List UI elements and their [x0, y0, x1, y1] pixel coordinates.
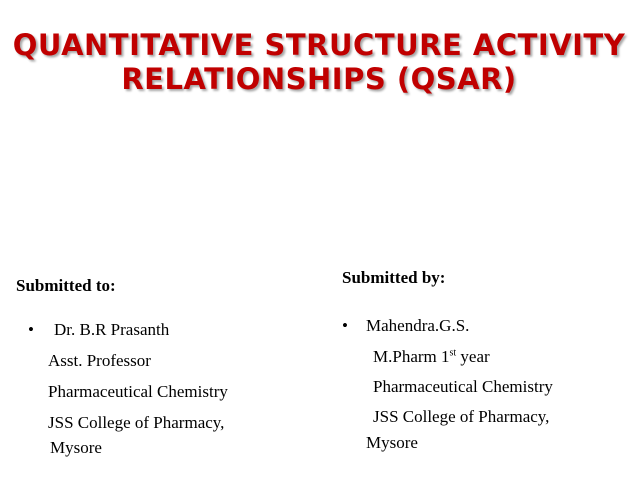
course-superscript: st	[449, 347, 457, 359]
right-name: Mahendra.G.S.	[366, 316, 470, 335]
right-line-course	[373, 347, 490, 367]
submitted-to-heading: Submitted to:	[16, 276, 116, 295]
submitted-by-heading: Submitted by:	[342, 268, 446, 287]
left-name: Dr. B.R Prasanth	[54, 320, 170, 339]
right-line-college: JSS College of Pharmacy,	[373, 407, 550, 426]
right-line-department: Pharmaceutical Chemistry	[373, 377, 553, 396]
left-line-college: JSS College of Pharmacy,	[48, 413, 225, 432]
left-line-department: Pharmaceutical Chemistry	[48, 382, 228, 401]
course-suffix: year	[456, 347, 490, 366]
right-bullet: •	[342, 316, 348, 335]
title-line-2: RELATIONSHIPS (QSAR)	[121, 62, 517, 96]
left-bullet: •	[28, 320, 34, 339]
left-line-city: Mysore	[50, 438, 102, 457]
title-line-1: QUANTITATIVE STRUCTURE ACTIVITY	[12, 28, 626, 62]
left-line-designation: Asst. Professor	[48, 351, 151, 370]
course-prefix: M.Pharm 1	[373, 347, 450, 366]
right-line-city: Mysore	[366, 433, 418, 452]
